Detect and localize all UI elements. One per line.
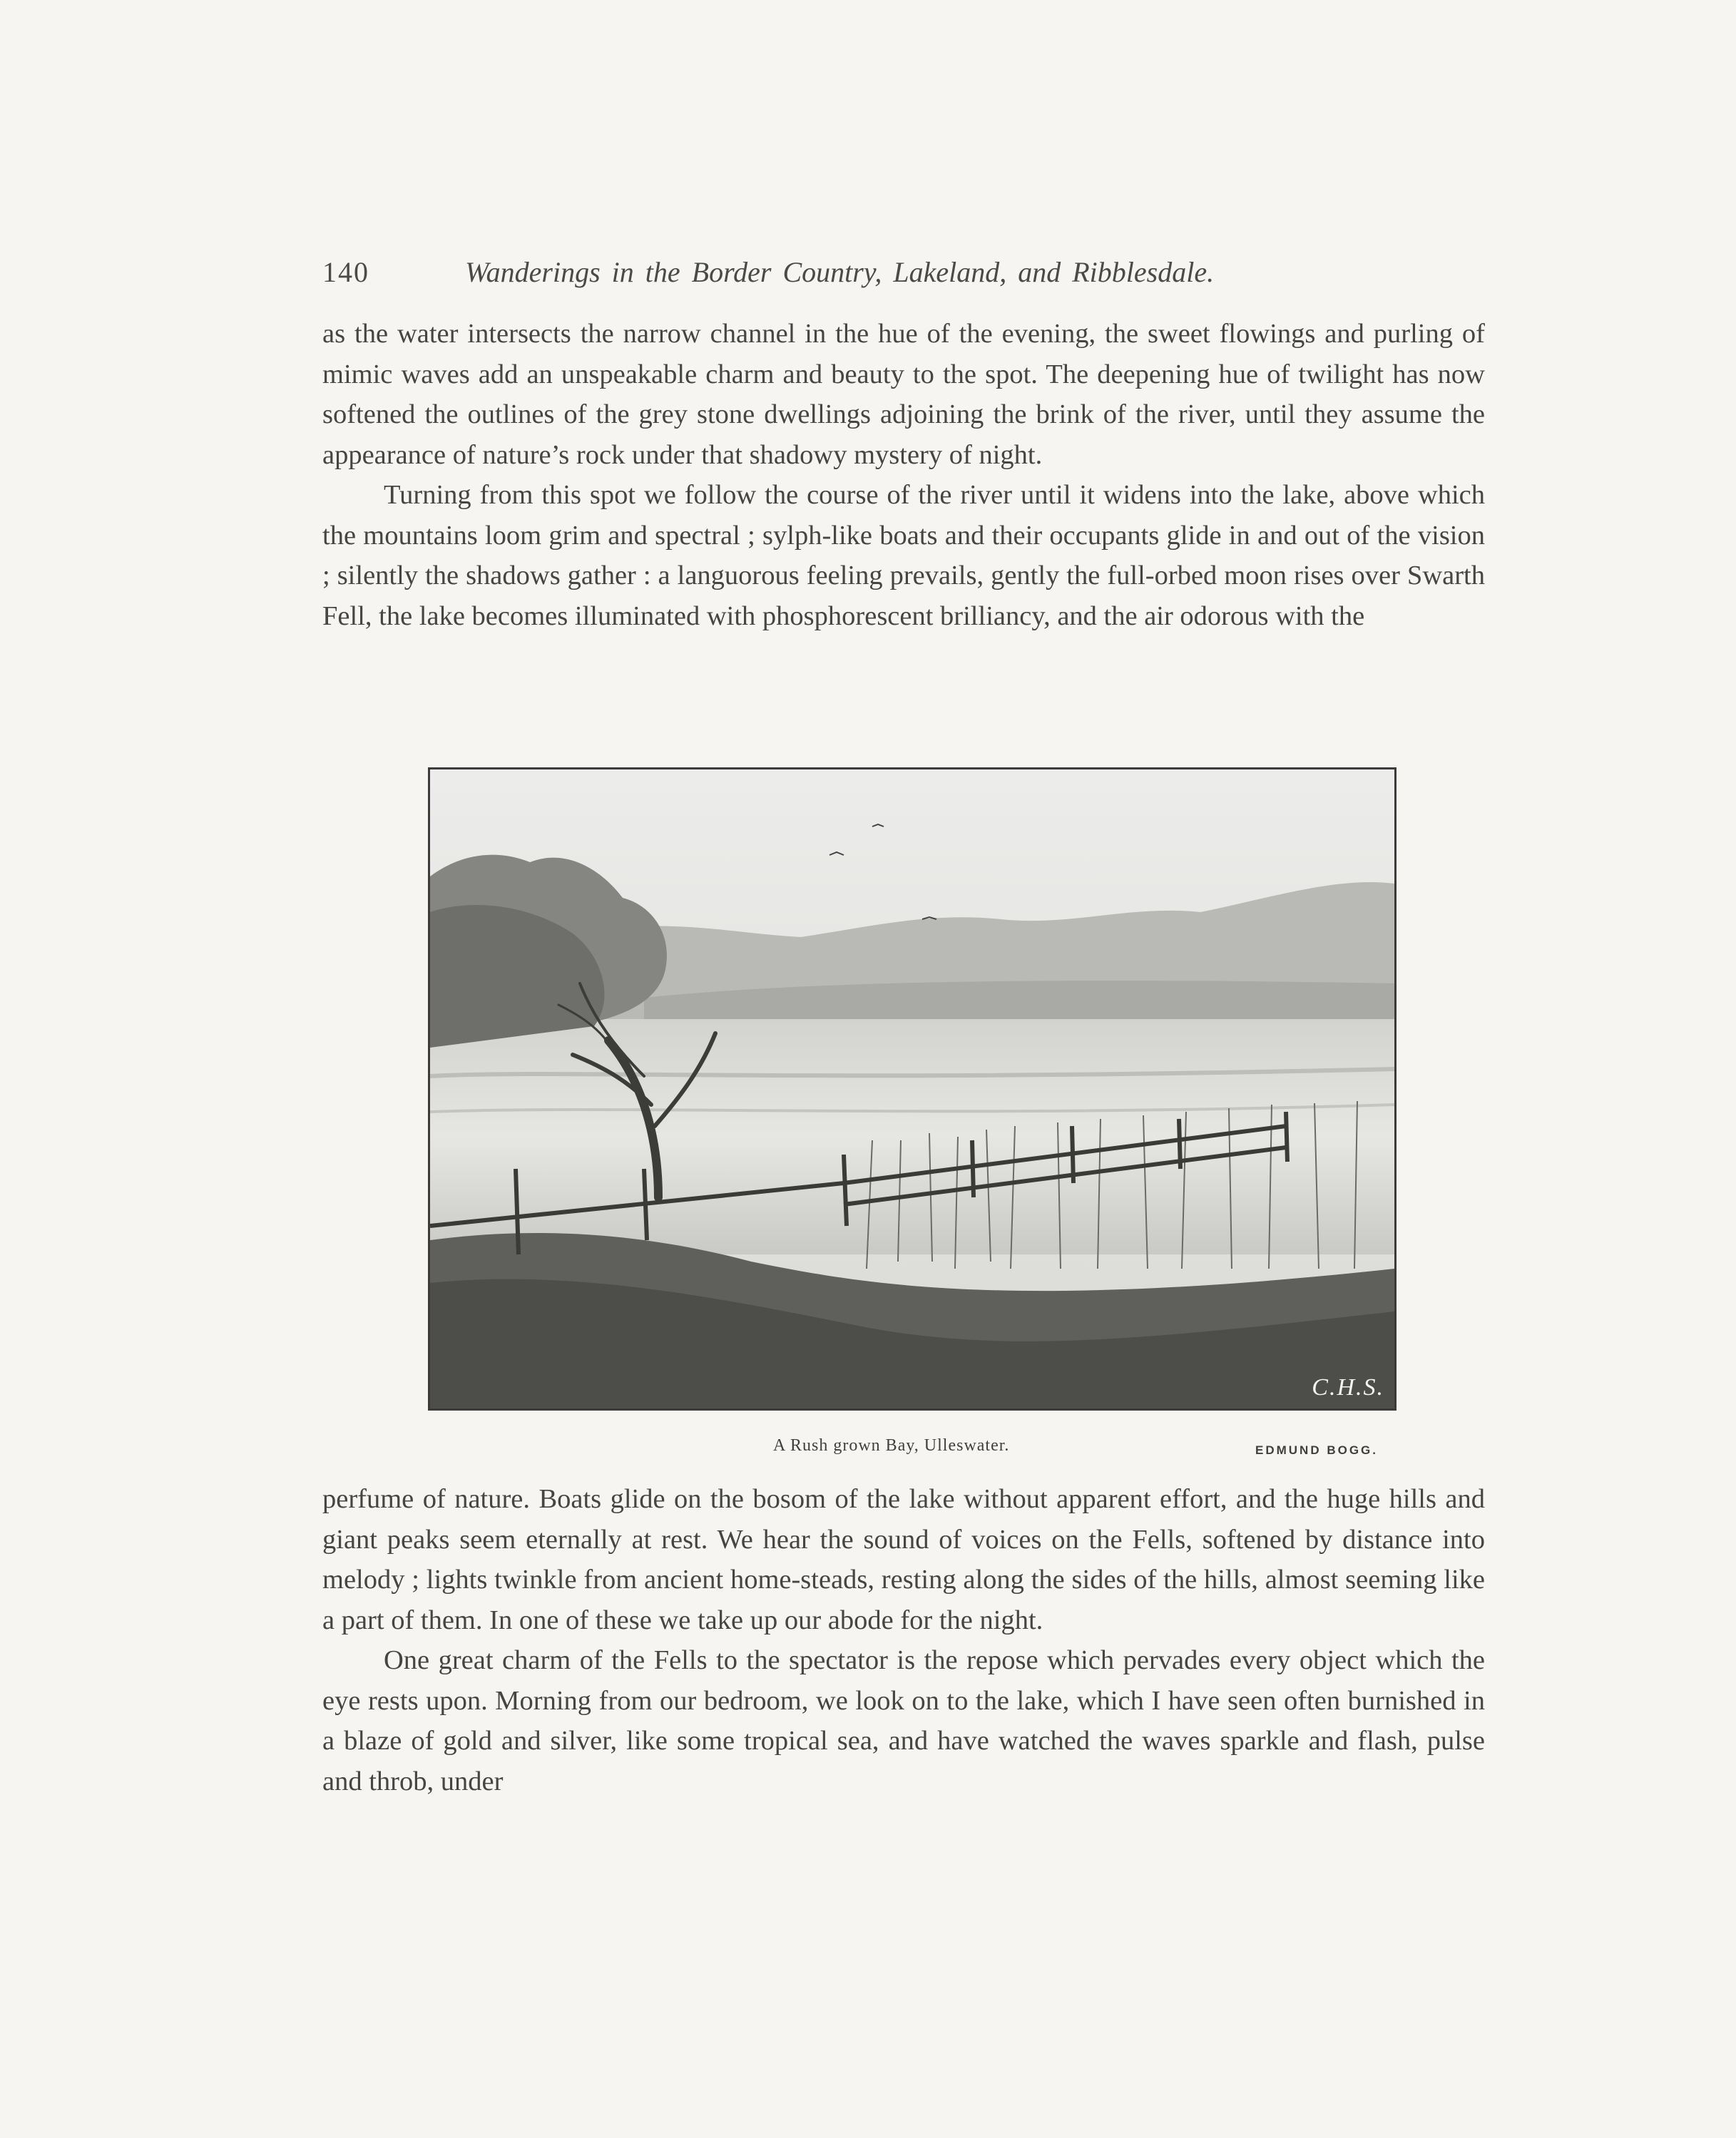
running-head	[322, 251, 1328, 294]
paragraph: as the water intersects the narrow channel in the hue of the evening, the sweet flowings and purling of mimic waves add an unspeakable charm and beauty to the spot. The deepening hue of twilight has now softened the outlines of the grey stone dwellings adjoining the brink of the river, until they assume the appearance of nature’s rock under that shadowy mystery of night.	[322, 319, 1485, 470]
plate-caption: A Rush grown Bay, Ulleswater.	[773, 1436, 1010, 1455]
illustration-plate	[428, 767, 1397, 1411]
lake-illustration	[430, 769, 1394, 1408]
body-text-top	[322, 314, 1485, 636]
paragraph: One great charm of the Fells to the spectator is the repose which pervades every object which the eye rests upon. Morning from our bedroom, we look on to the lake, which I have seen often burnished in a blaze of gold and silver, like some tropical sea, and have watched the waves sparkle and flash, pulse and throb, under	[322, 1645, 1485, 1796]
page-number: 140	[322, 256, 369, 288]
body-text-bottom	[322, 1479, 1485, 1801]
paragraph: perfume of nature. Boats glide on the bosom of the lake without apparent effort, and the huge hills and giant peaks seem eternally at rest. We hear the sound of voices on the Fells, softened by distance into melody ; lights twinkle from ancient home-steads, resting along the sides of the hills, almost seeming like a part of them. In one of these we take up our abode for the night.	[322, 1484, 1485, 1635]
artist-signature: C.H.S.	[1312, 1374, 1384, 1401]
running-title: Wanderings in the Border Country, Lakeland, and Ribblesdale.	[465, 256, 1215, 288]
paragraph: Turning from this spot we follow the course of the river until it widens into the lake, above which the mountains loom grim and spectral ; sylph-like boats and their occupants glide in and out of the vision ; silently the shadows gather : a languorous feeling prevails, gently the full-orbed moon rises over Swarth Fell, the lake becomes illuminated with phosphorescent brilliancy, and the air odorous with the	[322, 480, 1485, 631]
plate-credit: EDMUND BOGG.	[1255, 1443, 1378, 1457]
